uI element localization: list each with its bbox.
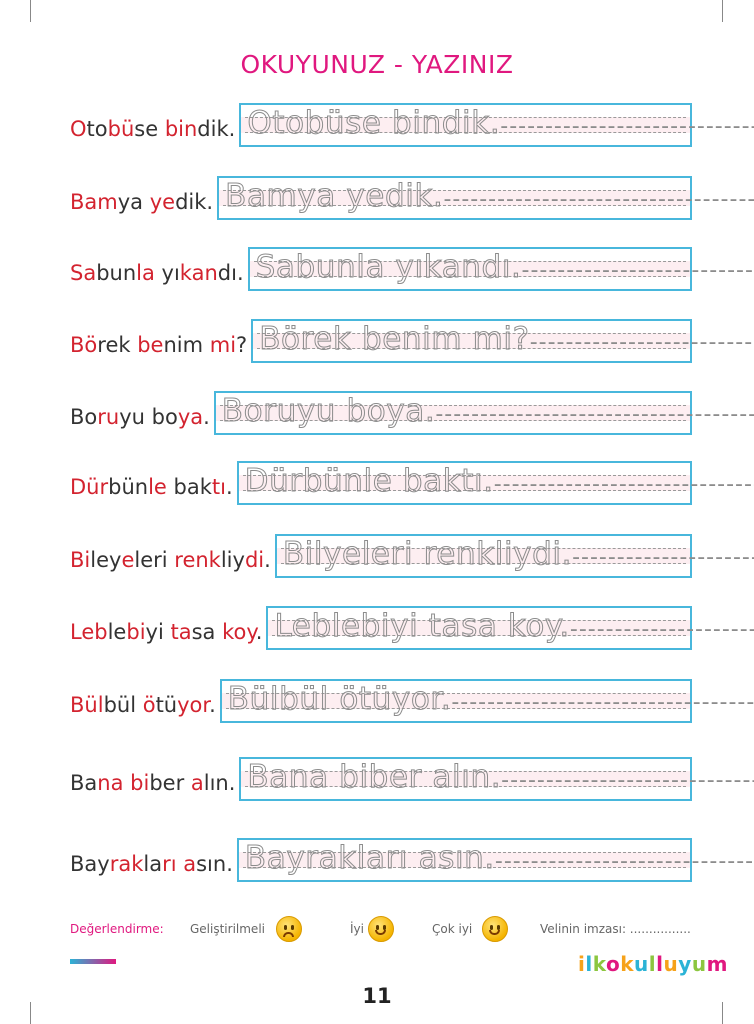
- syllable: .: [203, 405, 210, 429]
- tracing-box[interactable]: [266, 606, 692, 650]
- tracing-text: Börek benim mi? -----: [259, 324, 754, 355]
- highlighted-syllable: ya: [177, 405, 204, 429]
- highlighted-syllable: mi: [209, 333, 237, 357]
- highlighted-syllable: bi: [130, 771, 150, 795]
- tracing-text: Otobüse bindik. -----: [247, 108, 754, 139]
- sentence-label: [70, 620, 262, 644]
- highlighted-syllable: kan: [179, 261, 218, 285]
- parent-signature: Velinin imzası: ................: [540, 922, 691, 936]
- syllable: .: [209, 693, 216, 717]
- syllable: yu bo: [119, 405, 178, 429]
- exercise-row: [70, 534, 692, 578]
- highlighted-syllable: na: [97, 771, 124, 795]
- tracing-text: Leblebiyi tasa koy. -----: [274, 611, 754, 642]
- tracing-text: Bülbül ötüyor. -----: [228, 684, 754, 715]
- sentence-label: [70, 693, 216, 717]
- syllable: bün: [108, 475, 149, 499]
- sentence-label: [70, 333, 247, 357]
- syllable: dik.: [175, 190, 214, 214]
- exercise-row: [70, 247, 692, 291]
- sentence-label: [70, 190, 213, 214]
- tracing-box[interactable]: [237, 461, 692, 505]
- syllable: sa: [191, 620, 223, 644]
- evaluation-footer: [70, 918, 694, 948]
- sad-face-icon[interactable]: [276, 916, 302, 942]
- tracing-text: Bamya yedik. -----: [225, 181, 754, 212]
- syllable: Bo: [70, 405, 98, 429]
- highlighted-syllable: rı: [162, 852, 177, 876]
- syllable: nim: [163, 333, 210, 357]
- syllable: ber: [149, 771, 191, 795]
- tracing-box[interactable]: [237, 838, 692, 882]
- exercise-row: [70, 757, 692, 801]
- highlighted-syllable: a: [190, 771, 204, 795]
- syllable: dı.: [217, 261, 244, 285]
- syllable: .: [264, 548, 271, 572]
- syllable: .: [255, 620, 263, 644]
- tracing-box[interactable]: [248, 247, 692, 291]
- exercise-row: [70, 103, 692, 147]
- highlighted-syllable: Sa: [70, 261, 97, 285]
- tracing-box[interactable]: [275, 534, 692, 578]
- highlighted-syllable: bü: [107, 117, 135, 141]
- sentence-label: [70, 261, 244, 285]
- exercise-row: [70, 319, 692, 363]
- happy-face-icon[interactable]: [482, 916, 508, 942]
- tracing-text: Bilyeleri renkliydi. -----: [283, 539, 754, 570]
- exercise-row: [70, 679, 692, 723]
- smile-face-icon[interactable]: [368, 916, 394, 942]
- syllable: tü: [155, 693, 178, 717]
- tracing-box[interactable]: [239, 103, 692, 147]
- tracing-box[interactable]: [239, 757, 692, 801]
- highlighted-syllable: Bül: [70, 693, 104, 717]
- sentence-label: [70, 771, 235, 795]
- tracing-box[interactable]: [217, 176, 692, 220]
- exercise-row: [70, 838, 692, 882]
- tracing-text: Boruyu boya. -----: [222, 396, 754, 427]
- syllable: leri: [134, 548, 175, 572]
- syllable: bül: [103, 693, 143, 717]
- publisher-logo: [70, 959, 116, 964]
- sentence-label: [70, 117, 235, 141]
- syllable: bak: [166, 475, 212, 499]
- syllable: ley: [90, 548, 122, 572]
- highlighted-syllable: yor: [177, 693, 210, 717]
- sentence-label: [70, 548, 271, 572]
- highlighted-syllable: Bi: [70, 548, 91, 572]
- exercise-row: [70, 176, 692, 220]
- highlighted-syllable: tı: [211, 475, 226, 499]
- highlighted-syllable: bin: [164, 117, 198, 141]
- highlighted-syllable: be: [137, 333, 164, 357]
- highlighted-syllable: bi: [126, 620, 146, 644]
- highlighted-syllable: rak: [109, 852, 144, 876]
- highlighted-syllable: ö: [142, 693, 156, 717]
- tracing-box[interactable]: [251, 319, 692, 363]
- highlighted-syllable: Bö: [70, 333, 98, 357]
- option-needs-improvement: Geliştirilmeli: [190, 922, 265, 936]
- highlighted-syllable: di: [244, 548, 265, 572]
- highlighted-syllable: koy: [222, 620, 256, 644]
- syllable: rek: [97, 333, 138, 357]
- evaluation-label: Değerlendirme:: [70, 922, 164, 936]
- syllable: Bay: [70, 852, 110, 876]
- syllable: to: [86, 117, 108, 141]
- highlighted-syllable: ye: [149, 190, 176, 214]
- highlighted-syllable: Dür: [70, 475, 109, 499]
- syllable: liy: [220, 548, 245, 572]
- syllable: ?: [236, 333, 248, 357]
- tracing-text: Sabunla yıkandı. -----: [256, 252, 754, 283]
- highlighted-syllable: ta: [170, 620, 192, 644]
- exercise-row: [70, 461, 692, 505]
- syllable: .: [225, 475, 233, 499]
- sentence-label: [70, 405, 210, 429]
- syllable: bun: [96, 261, 137, 285]
- crop-mark: [30, 0, 31, 22]
- tracing-box[interactable]: [214, 391, 692, 435]
- tracing-text: Bayrakları asın. -----: [245, 843, 754, 874]
- tracing-text: Bana biber alın. -----: [247, 762, 754, 793]
- highlighted-syllable: le: [148, 475, 167, 499]
- highlighted-syllable: Bam: [70, 190, 118, 214]
- page-number: 11: [362, 984, 392, 1008]
- syllable: lın.: [203, 771, 236, 795]
- sentence-label: [70, 852, 233, 876]
- tracing-box[interactable]: [220, 679, 692, 723]
- syllable: ya: [117, 190, 150, 214]
- highlighted-syllable: O: [70, 117, 87, 141]
- syllable: sın.: [196, 852, 233, 876]
- exercise-row: [70, 606, 692, 650]
- syllable: dik.: [197, 117, 236, 141]
- syllable: yı: [154, 261, 180, 285]
- sentence-label: [70, 475, 233, 499]
- page-title: OKUYUNUZ - YAZINIZ: [240, 50, 514, 79]
- tracing-text: Dürbünle baktı. -----: [245, 466, 754, 497]
- brand-logo: ilkokulluyum: [578, 952, 728, 976]
- highlighted-syllable: ru: [97, 405, 120, 429]
- highlighted-syllable: a: [183, 852, 197, 876]
- option-good: İyi: [350, 922, 364, 936]
- syllable: se: [134, 117, 165, 141]
- highlighted-syllable: renk: [174, 548, 221, 572]
- exercise-row: [70, 391, 692, 435]
- highlighted-syllable: la: [136, 261, 155, 285]
- syllable: la: [143, 852, 163, 876]
- crop-mark: [722, 0, 723, 22]
- highlighted-syllable: e: [121, 548, 135, 572]
- syllable: le: [107, 620, 127, 644]
- syllable: Ba: [70, 771, 98, 795]
- syllable: yi: [145, 620, 171, 644]
- highlighted-syllable: Leb: [70, 620, 108, 644]
- option-very-good: Çok iyi: [432, 922, 473, 936]
